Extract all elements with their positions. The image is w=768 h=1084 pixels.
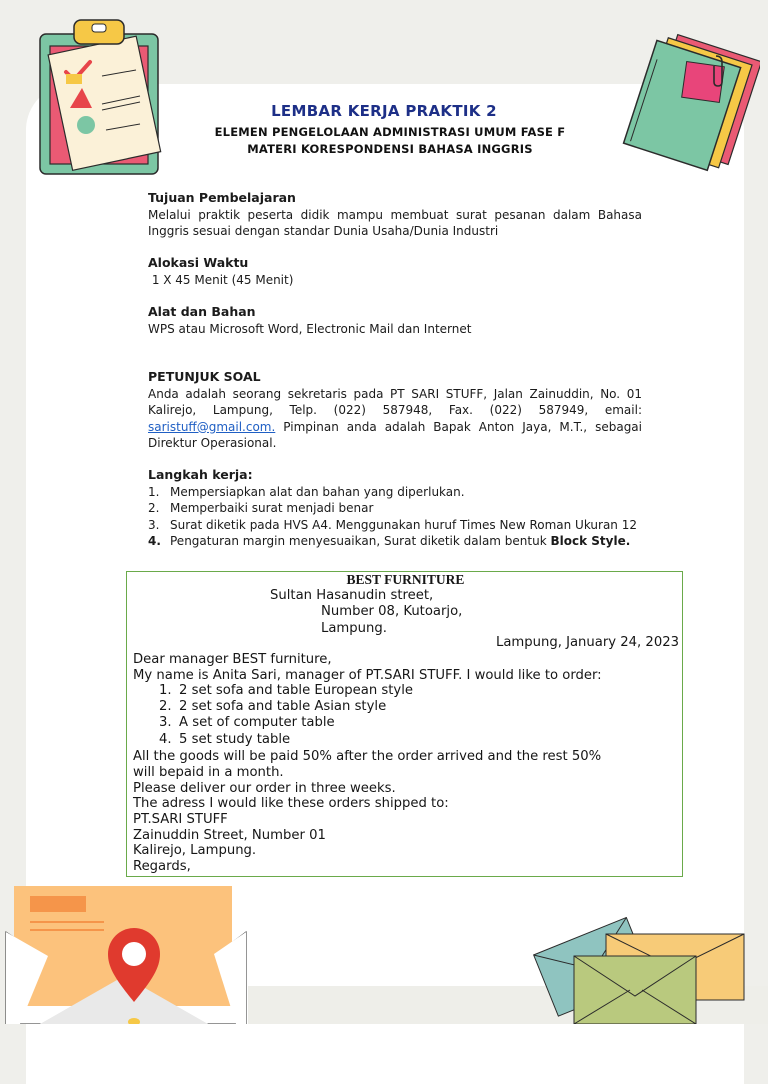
letter-company-name: BEST FURNITURE [346, 572, 465, 587]
order-items-list [159, 683, 413, 748]
list-text: Pengaturan margin menyesuaikan, Surat diketik dalam bentuk [170, 534, 551, 548]
petunjuk-text-after: Pimpinan anda adalah Bapak Anton Jaya, M.T., sebagai Direktur Operasional. [148, 419, 642, 450]
list-number: 3. [148, 517, 160, 532]
list-item [148, 533, 688, 550]
section-heading: Alat dan Bahan [148, 304, 256, 319]
list-text: Memperbaiki surat menjadi benar [170, 501, 374, 515]
list-number: 1. [148, 484, 160, 499]
section-heading: Tujuan Pembelajaran [148, 190, 296, 205]
list-text: 2 set sofa and table Asian style [179, 699, 387, 715]
list-text: Mempersiapkan alat dan bahan yang diperlukan. [170, 484, 465, 499]
section-text: WPS atau Microsoft Word, Electronic Mail dan Internet [148, 321, 472, 336]
section-text [148, 386, 642, 452]
envelope-pin-icon [0, 884, 250, 1024]
section-alokasi [148, 255, 642, 288]
list-text: 2 set sofa and table European style [179, 683, 414, 698]
letter-intro: My name is Anita Sari, manager of PT.SARI STUFF. I would like to order: [133, 668, 602, 683]
list-item [159, 699, 413, 715]
section-alat [148, 304, 642, 337]
letter-ship-line: Kalirejo, Lampung. [133, 843, 257, 858]
section-heading: Langkah kerja: [148, 467, 253, 482]
list-item [148, 517, 688, 534]
list-number: 4. [159, 731, 172, 747]
list-item [148, 500, 688, 517]
letter-box [126, 571, 683, 877]
list-item [159, 715, 413, 731]
letter-delivery: Please deliver our order in three weeks. [133, 781, 396, 796]
worksheet-subtitle-material: MATERI KORESPONDENSI BAHASA INGGRIS [247, 142, 533, 156]
petunjuk-text-before: Anda adalah seorang sekretaris pada PT SARI STUFF, Jalan Zainuddin, No. 01 Kalirejo, Lampung, Telp. (022) 587948, Fax. (022) 587949, email: [148, 386, 642, 417]
worksheet-title: LEMBAR KERJA PRAKTIK 2 [271, 102, 497, 120]
section-heading: Alokasi Waktu [148, 255, 249, 270]
section-tujuan [148, 190, 642, 240]
list-text-bold: Block Style. [550, 534, 631, 548]
list-text: 5 set study table [179, 731, 291, 747]
list-item [148, 484, 688, 501]
list-number: 1. [159, 683, 172, 698]
envelopes-icon [532, 904, 768, 1024]
steps-list [148, 484, 688, 550]
letter-salutation: Dear manager BEST furniture, [133, 652, 332, 667]
section-langkah [148, 467, 688, 550]
letter-address-line: Number 08, Kutoarjo, [321, 604, 463, 619]
list-number: 4. [148, 534, 161, 548]
letter-payment-line: will bepaid in a month. [133, 765, 284, 780]
letter-ship-line: Zainuddin Street, Number 01 [133, 828, 326, 843]
list-number: 2. [148, 501, 160, 515]
list-number: 3. [159, 715, 172, 731]
section-heading: PETUNJUK SOAL [148, 369, 261, 384]
email-link[interactable]: saristuff@gmail.com. [148, 419, 276, 434]
letter-ship-line: PT.SARI STUFF [133, 812, 228, 827]
section-text: 1 X 45 Menit (45 Menit) [148, 272, 294, 287]
letter-payment-line: All the goods will be paid 50% after the order arrived and the rest 50% [133, 749, 602, 764]
letter-closing: Regards, [133, 859, 191, 874]
list-number: 2. [159, 699, 172, 715]
section-text: Melalui praktik peserta didik mampu membuat surat pesanan dalam Bahasa Inggris sesuai dengan standar Dunia Usaha/Dunia Industri [148, 207, 642, 238]
list-item [159, 683, 413, 699]
list-text: A set of computer table [179, 715, 335, 731]
letter-address-line: Sultan Hasanudin street, [270, 588, 434, 603]
letter-date: Lampung, January 24, 2023 [495, 635, 679, 650]
section-petunjuk [148, 369, 642, 452]
list-item [159, 732, 413, 748]
list-text: Surat diketik pada HVS A4. Menggunakan huruf Times New Roman Ukuran 12 [170, 517, 637, 532]
letter-ship-to-label: The adress I would like these orders shipped to: [133, 796, 449, 811]
worksheet-subtitle-element: ELEMEN PENGELOLAAN ADMINISTRASI UMUM FASE F [214, 125, 566, 139]
letter-address-line: Lampung. [321, 621, 387, 636]
